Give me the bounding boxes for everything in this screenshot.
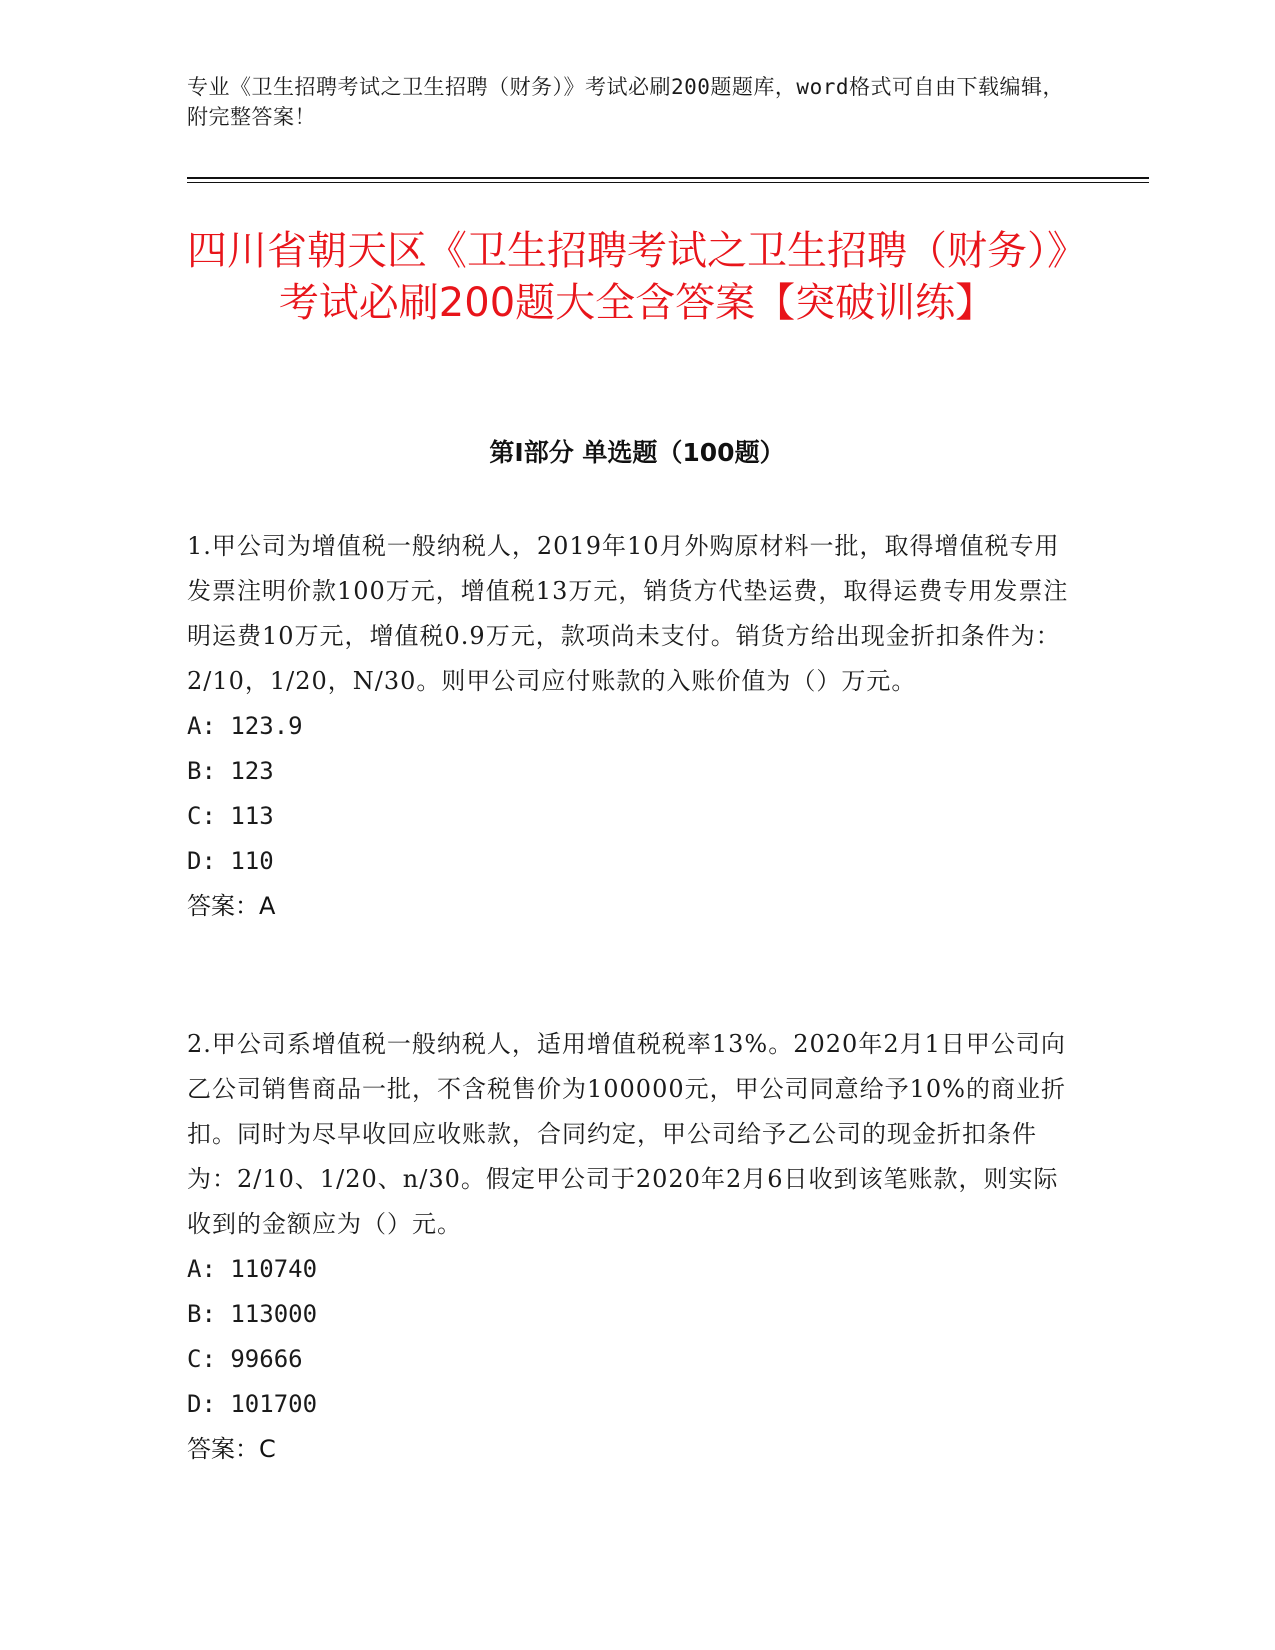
header-note: 专业《卫生招聘考试之卫生招聘（财务）》考试必刷200题题库，word格式可自由下载编辑，附完整答案！ <box>187 75 1064 129</box>
option-c: C: 99666 <box>187 1345 303 1373</box>
option-b: B: 113000 <box>187 1300 318 1328</box>
option-d: D: 101700 <box>187 1390 318 1418</box>
header-divider-thin <box>187 182 1149 183</box>
answer: 答案：C <box>187 1435 276 1463</box>
option-a: A: 123.9 <box>187 712 303 740</box>
option-b: B: 123 <box>187 757 274 785</box>
section-heading: 第I部分 单选题（100题） <box>489 438 785 467</box>
answer: 答案：A <box>187 892 276 920</box>
option-a: A: 110740 <box>187 1255 318 1283</box>
header-divider-thick <box>187 177 1149 179</box>
option-c: C: 113 <box>187 802 274 830</box>
document-title: 四川省朝天区《卫生招聘考试之卫生招聘（财务）》考试必刷200题大全含答案【突破训练】 <box>187 228 1087 326</box>
question-1 <box>187 524 1077 929</box>
question-2 <box>187 1022 1077 1472</box>
question-stem: 2.甲公司系增值税一般纳税人，适用增值税税率13%。2020年2月1日甲公司向乙公司销售商品一批，不含税售价为100000元，甲公司同意给予10%的商业折扣。同时为尽早收回应收账款，合同约定，甲公司给予乙公司的现金折扣条件为：2/10、1/20、n/30。假定甲公司于2020年2月6日收到该笔账款，则实际收到的金额应为（）元。 <box>187 1030 1066 1238</box>
option-d: D: 110 <box>187 847 274 875</box>
question-stem: 1.甲公司为增值税一般纳税人，2019年10月外购原材料一批，取得增值税专用发票注明价款100万元，增值税13万元，销货方代垫运费，取得运费专用发票注明运费10万元，增值税0.9万元，款项尚未支付。销货方给出现金折扣条件为：2/10，1/20，N/30。则甲公司应付账款的入账价值为（）万元。 <box>187 532 1069 695</box>
